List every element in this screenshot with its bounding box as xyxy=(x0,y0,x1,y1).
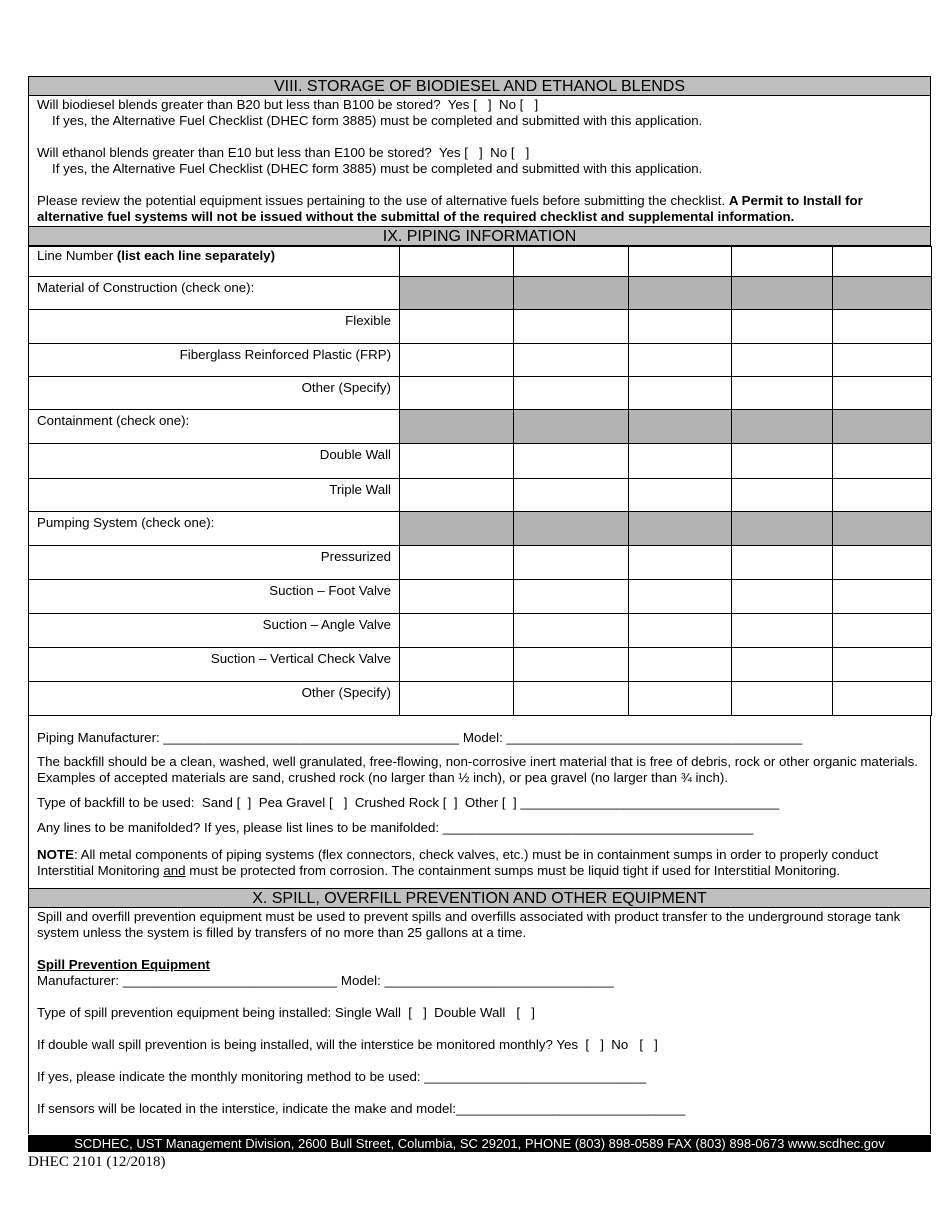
piping-check-cell[interactable] xyxy=(732,682,833,716)
piping-check-cell[interactable] xyxy=(629,614,732,648)
piping-option-label: Other (Specify) xyxy=(29,682,400,716)
piping-check-cell[interactable] xyxy=(629,479,732,512)
piping-check-cell[interactable] xyxy=(400,444,514,479)
piping-check-cell[interactable] xyxy=(629,648,732,682)
piping-check-cell[interactable] xyxy=(629,546,732,580)
piping-check-cell[interactable] xyxy=(833,444,932,479)
piping-check-cell[interactable] xyxy=(732,614,833,648)
piping-check-cell[interactable] xyxy=(833,614,932,648)
piping-option-label: Suction – Foot Valve xyxy=(29,580,400,614)
piping-check-cell[interactable] xyxy=(400,580,514,614)
piping-check-cell[interactable] xyxy=(400,614,514,648)
piping-shaded-cell xyxy=(629,410,732,444)
piping-option-row xyxy=(29,580,932,614)
note-paragraph xyxy=(37,847,922,879)
biodiesel-note: If yes, the Alternative Fuel Checklist (DHEC form 3885) must be completed and submitted with this application. xyxy=(52,113,703,128)
note-text-1: : All metal components of piping systems (flex connectors, check valves, etc.) must be in containment sumps in order to properly conduct Interstitial Monitoring xyxy=(37,847,879,878)
piping-shaded-cell xyxy=(833,410,932,444)
piping-check-cell[interactable] xyxy=(400,648,514,682)
backfill-type-line[interactable]: Type of backfill to be used: Sand [ ] Pea Gravel [ ] Crushed Rock [ ] Other [ ] ___________________________________ xyxy=(37,795,780,810)
spill-intro: Spill and overfill prevention equipment must be used to prevent spills and overfills associated with product transfer to the underground storage tank system unless the system is filled by transfers of no more than 25 gallons at a time. xyxy=(37,909,901,940)
piping-check-cell[interactable] xyxy=(732,479,833,512)
piping-check-cell[interactable] xyxy=(514,546,629,580)
piping-manufacturer-line[interactable]: Piping Manufacturer: ________________________________________ Model: ________________________________________ xyxy=(37,730,803,745)
line-number-cell[interactable] xyxy=(400,247,514,277)
piping-option-row xyxy=(29,546,932,580)
piping-group-row xyxy=(29,410,932,444)
double-wall-question[interactable]: If double wall spill prevention is being installed, will the interstice be monitored monthly? Yes [ ] No [ ] xyxy=(37,1037,658,1052)
piping-shaded-cell xyxy=(732,410,833,444)
piping-check-cell[interactable] xyxy=(514,682,629,716)
piping-check-cell[interactable] xyxy=(400,344,514,377)
line-number-label: Line Number (list each line separately) xyxy=(29,247,400,277)
form-id: DHEC 2101 (12/2018) xyxy=(28,1154,166,1170)
piping-check-cell[interactable] xyxy=(514,310,629,344)
piping-shaded-cell xyxy=(629,512,732,546)
piping-check-cell[interactable] xyxy=(833,546,932,580)
piping-option-label: Flexible xyxy=(29,310,400,344)
piping-shaded-cell xyxy=(833,277,932,310)
sensors-line[interactable]: If sensors will be located in the interstice, indicate the make and model:_______________________________ xyxy=(37,1101,686,1116)
piping-check-cell[interactable] xyxy=(400,682,514,716)
piping-check-cell[interactable] xyxy=(629,444,732,479)
ethanol-question[interactable]: Will ethanol blends greater than E10 but less than E100 be stored? Yes [ ] No [ ] xyxy=(37,145,530,160)
piping-check-cell[interactable] xyxy=(514,648,629,682)
line-number-row xyxy=(29,247,932,277)
piping-check-cell[interactable] xyxy=(732,580,833,614)
line-number-cell[interactable] xyxy=(514,247,629,277)
piping-check-cell[interactable] xyxy=(833,648,932,682)
piping-option-label: Suction – Angle Valve xyxy=(29,614,400,648)
piping-option-label: Fiberglass Reinforced Plastic (FRP) xyxy=(29,344,400,377)
piping-shaded-cell xyxy=(400,277,514,310)
review-bold-2: alternative fuel systems will not be issued without the submittal of the required checklist and supplemental information. xyxy=(37,209,795,224)
section-9-body xyxy=(28,716,931,888)
ethanol-note: If yes, the Alternative Fuel Checklist (DHEC form 3885) must be completed and submitted with this application. xyxy=(52,161,703,176)
biodiesel-question[interactable]: Will biodiesel blends greater than B20 but less than B100 be stored? Yes [ ] No [ ] xyxy=(37,97,539,112)
piping-shaded-cell xyxy=(400,512,514,546)
section-8-header: VIII. STORAGE OF BIODIESEL AND ETHANOL BLENDS xyxy=(28,76,931,96)
review-bold-1: A Permit to Install for xyxy=(728,193,863,208)
piping-group-label: Material of Construction (check one): xyxy=(29,277,400,310)
piping-option-row xyxy=(29,344,932,377)
piping-table xyxy=(28,246,932,716)
piping-shaded-cell xyxy=(732,512,833,546)
piping-group-label: Containment (check one): xyxy=(29,410,400,444)
footer-contact-bar: SCDHEC, UST Management Division, 2600 Bull Street, Columbia, SC 29201, PHONE (803) 898-0589 FAX (803) 898-0673 www.scdhec.gov xyxy=(28,1135,931,1152)
review-paragraph xyxy=(37,193,922,225)
piping-check-cell[interactable] xyxy=(629,682,732,716)
piping-option-label: Pressurized xyxy=(29,546,400,580)
piping-option-row xyxy=(29,310,932,344)
application-form xyxy=(28,76,931,1134)
piping-check-cell[interactable] xyxy=(514,344,629,377)
piping-option-row xyxy=(29,479,932,512)
piping-shaded-cell xyxy=(514,410,629,444)
piping-option-row xyxy=(29,444,932,479)
piping-group-label: Pumping System (check one): xyxy=(29,512,400,546)
piping-group-row xyxy=(29,512,932,546)
section-10-header: X. SPILL, OVERFILL PREVENTION AND OTHER EQUIPMENT xyxy=(28,888,931,908)
piping-check-cell[interactable] xyxy=(400,310,514,344)
piping-group-row xyxy=(29,277,932,310)
piping-shaded-cell xyxy=(400,410,514,444)
section-10-body xyxy=(28,908,931,1134)
review-text: Please review the potential equipment issues pertaining to the use of alternative fuels before submitting the checklist. xyxy=(37,193,726,208)
piping-check-cell[interactable] xyxy=(629,310,732,344)
spill-heading: Spill Prevention Equipment xyxy=(37,957,210,972)
piping-check-cell[interactable] xyxy=(400,546,514,580)
spill-manufacturer-line[interactable]: Manufacturer: _____________________________ Model: _______________________________ xyxy=(37,973,614,988)
line-number-cell[interactable] xyxy=(732,247,833,277)
piping-check-cell[interactable] xyxy=(732,546,833,580)
piping-option-row xyxy=(29,377,932,410)
piping-shaded-cell xyxy=(629,277,732,310)
piping-check-cell[interactable] xyxy=(514,377,629,410)
note-text-2: must be protected from corrosion. The containment sumps must be liquid tight if used for Interstitial Monitoring. xyxy=(185,863,841,878)
line-number-cell[interactable] xyxy=(833,247,932,277)
piping-check-cell[interactable] xyxy=(514,580,629,614)
piping-check-cell[interactable] xyxy=(833,377,932,410)
piping-check-cell[interactable] xyxy=(833,682,932,716)
monitoring-method-line[interactable]: If yes, please indicate the monthly monitoring method to be used: ______________________________ xyxy=(37,1069,647,1084)
piping-option-label: Triple Wall xyxy=(29,479,400,512)
line-number-cell[interactable] xyxy=(629,247,732,277)
piping-check-cell[interactable] xyxy=(514,479,629,512)
backfill-paragraph: The backfill should be a clean, washed, well granulated, free-flowing, non-corrosive inert material that is free of debris, rock or other organic materials. Examples of accepted materials are sand, crushed rock (no larger than ½ inch), or pea gravel (no larger than ¾ inch). xyxy=(37,754,918,785)
piping-option-label: Double Wall xyxy=(29,444,400,479)
piping-option-row xyxy=(29,682,932,716)
piping-check-cell[interactable] xyxy=(514,614,629,648)
piping-option-label: Suction – Vertical Check Valve xyxy=(29,648,400,682)
piping-check-cell[interactable] xyxy=(833,580,932,614)
piping-check-cell[interactable] xyxy=(833,344,932,377)
piping-shaded-cell xyxy=(514,277,629,310)
piping-check-cell[interactable] xyxy=(629,344,732,377)
piping-option-label: Other (Specify) xyxy=(29,377,400,410)
note-and: and xyxy=(163,863,186,878)
piping-option-row xyxy=(29,614,932,648)
piping-option-row xyxy=(29,648,932,682)
spill-type-line[interactable]: Type of spill prevention equipment being installed: Single Wall [ ] Double Wall [ ] xyxy=(37,1005,535,1020)
piping-check-cell[interactable] xyxy=(732,377,833,410)
piping-check-cell[interactable] xyxy=(629,580,732,614)
piping-check-cell[interactable] xyxy=(400,377,514,410)
piping-check-cell[interactable] xyxy=(629,377,732,410)
manifolded-line[interactable]: Any lines to be manifolded? If yes, please list lines to be manifolded: __________________________________________ xyxy=(37,820,754,835)
piping-check-cell[interactable] xyxy=(732,310,833,344)
piping-shaded-cell xyxy=(833,512,932,546)
piping-check-cell[interactable] xyxy=(732,648,833,682)
section-9-header: IX. PIPING INFORMATION xyxy=(28,226,931,246)
piping-check-cell[interactable] xyxy=(514,444,629,479)
note-label: NOTE xyxy=(37,847,74,862)
section-8-body xyxy=(28,96,931,226)
piping-check-cell[interactable] xyxy=(732,344,833,377)
piping-shaded-cell xyxy=(732,277,833,310)
piping-check-cell[interactable] xyxy=(833,479,932,512)
piping-shaded-cell xyxy=(514,512,629,546)
piping-check-cell[interactable] xyxy=(732,444,833,479)
piping-check-cell[interactable] xyxy=(400,479,514,512)
piping-check-cell[interactable] xyxy=(833,310,932,344)
